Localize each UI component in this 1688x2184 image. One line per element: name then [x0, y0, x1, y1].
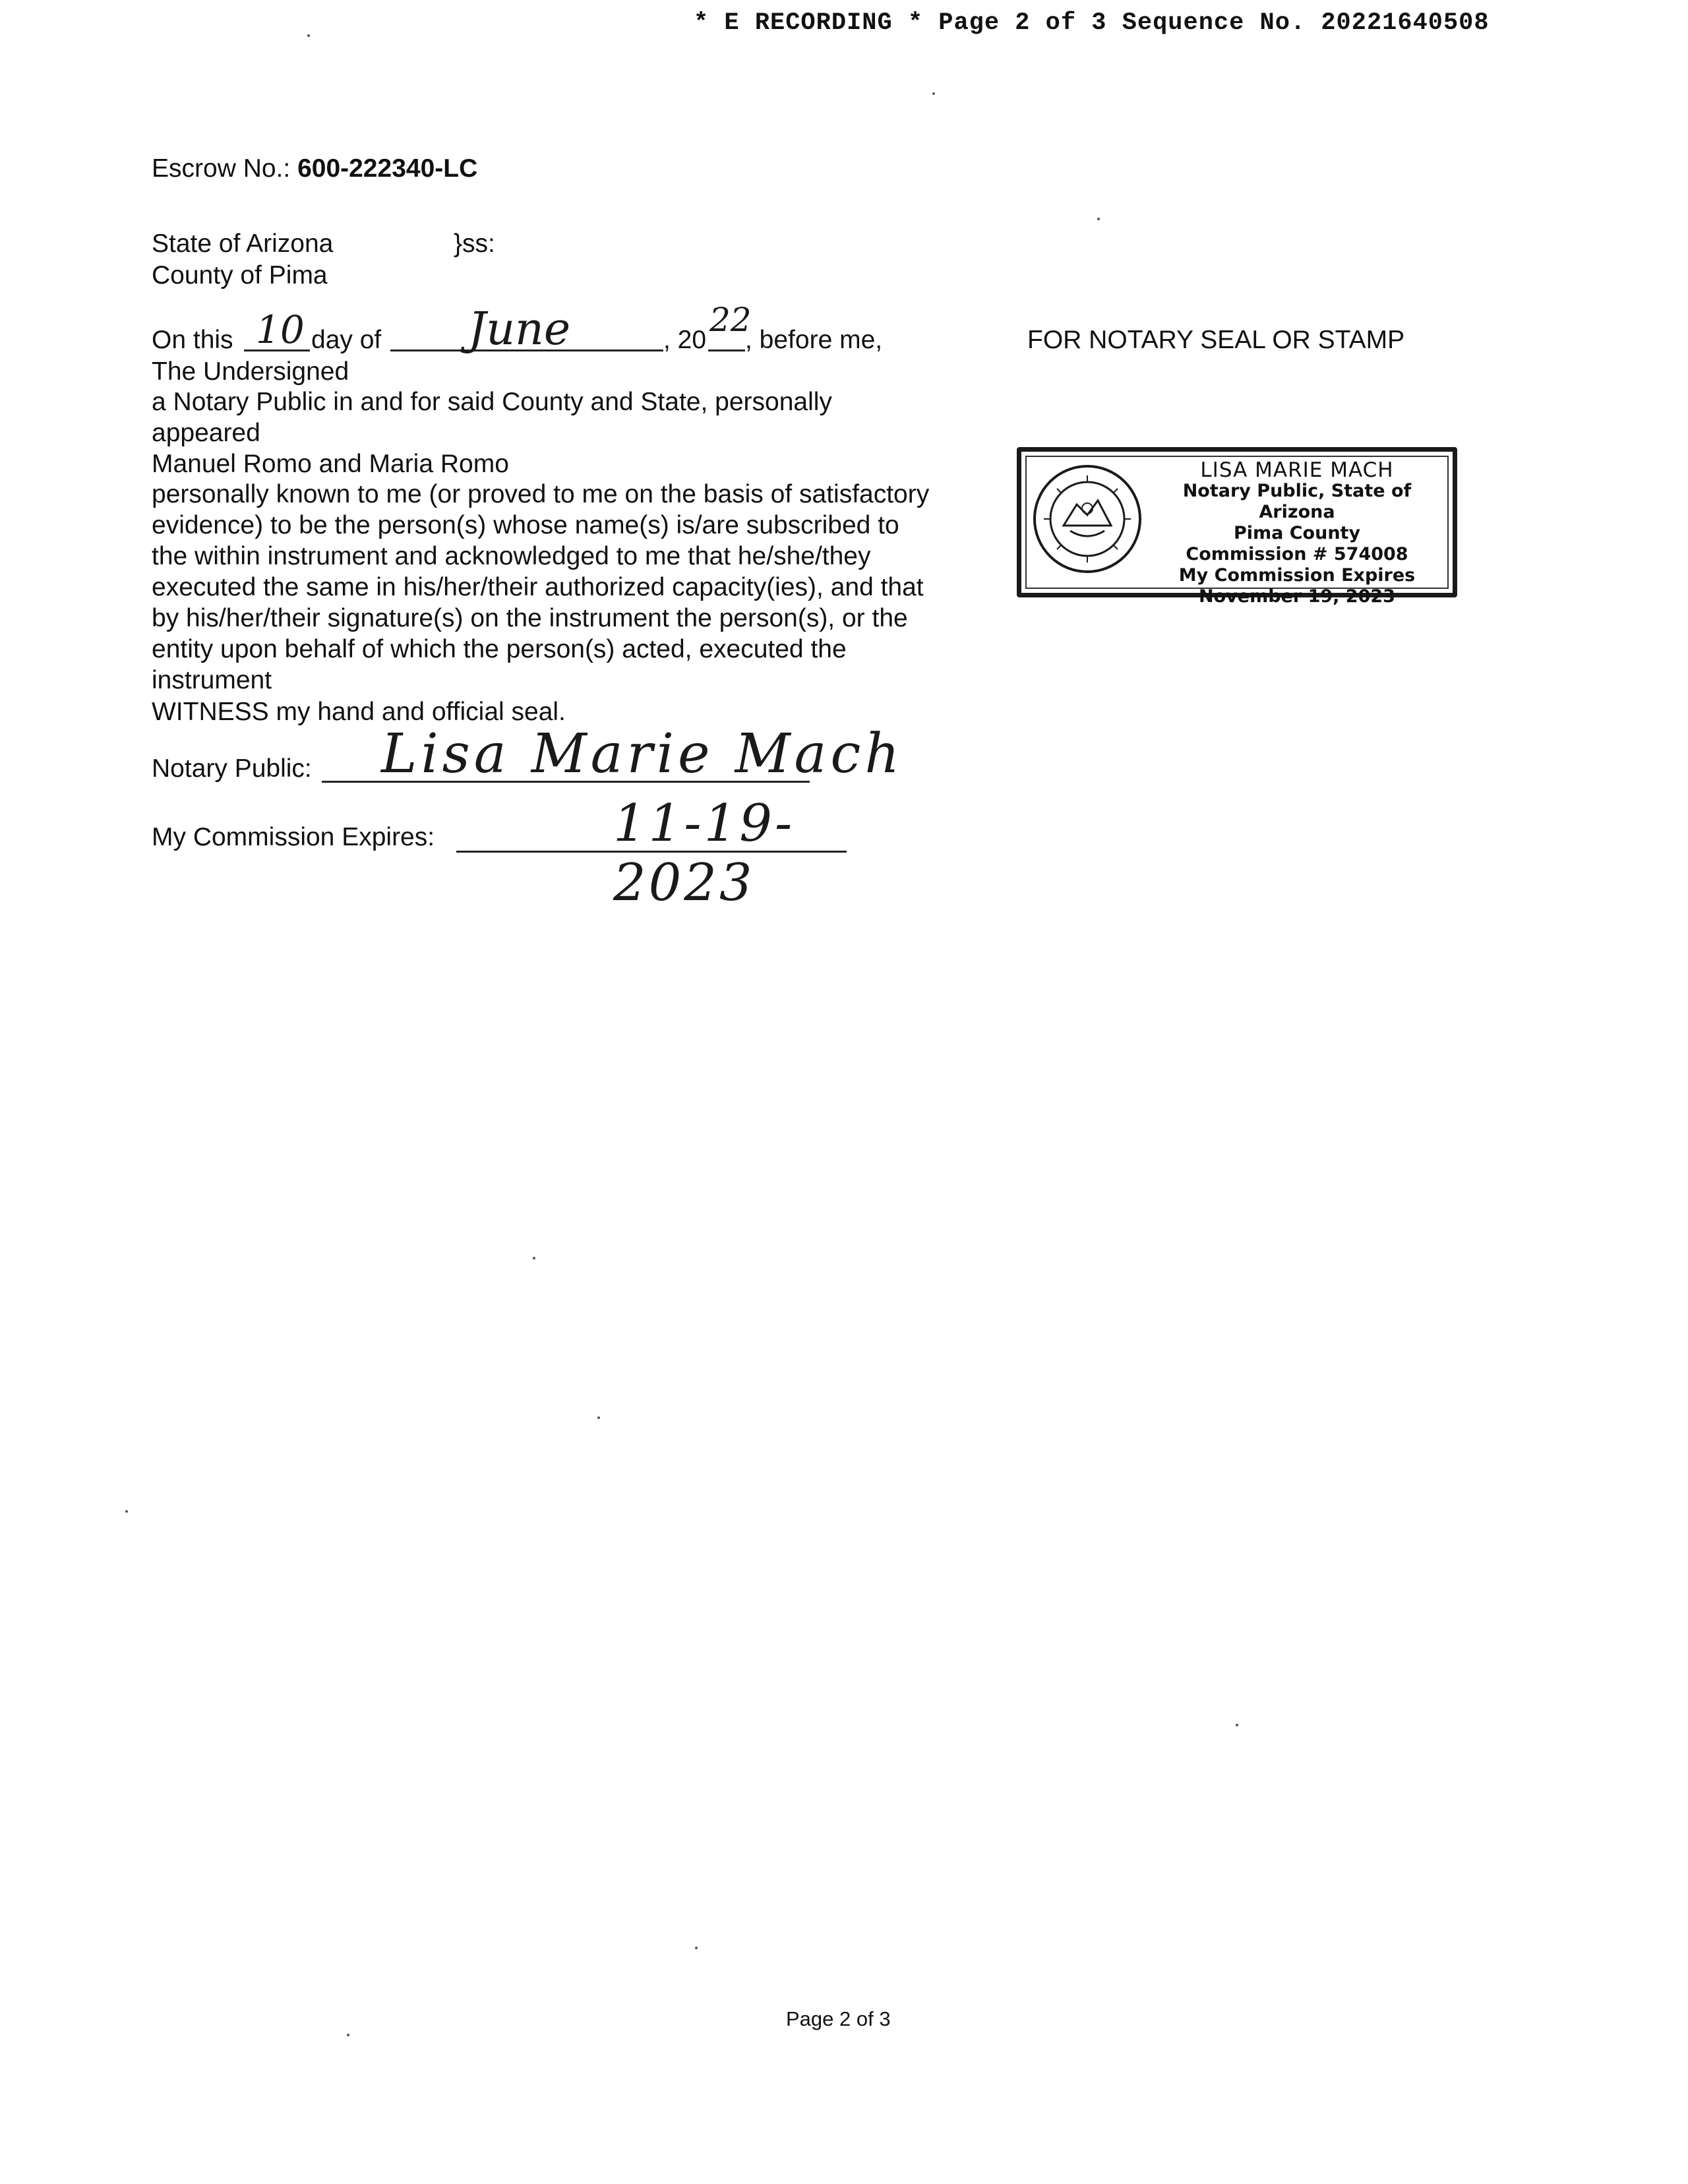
notary-stamp [1017, 447, 1457, 607]
expires-handwritten: 11-19-2023 [613, 794, 795, 913]
witness-line: WITNESS my hand and official seal. [152, 698, 566, 726]
escrow-label: Escrow No.: [152, 154, 291, 183]
scan-speck [533, 1257, 535, 1259]
escrow-number: 600-222340-LC [297, 154, 478, 183]
scan-speck [347, 2034, 349, 2036]
ss-mark: }ss: [454, 229, 495, 258]
signature-field [322, 719, 1021, 804]
month-field [390, 303, 663, 359]
scan-speck [695, 1947, 698, 1949]
day-of-label: day of [311, 326, 382, 354]
on-this-label: On this [152, 326, 233, 354]
scan-speck [1236, 1724, 1238, 1726]
scan-speck [307, 34, 310, 37]
stamp-line-2: Pima County [1233, 523, 1361, 543]
scan-speck [1097, 218, 1100, 220]
escrow-line [152, 153, 477, 184]
month-handwritten: June [468, 303, 571, 355]
state-line: State of Arizona [152, 229, 334, 258]
stamp-line-3: Commission # 574008 [1186, 544, 1408, 564]
stamp-notary-name: LISA MARIE MACH [1200, 458, 1394, 482]
day-field [244, 307, 310, 352]
year-handwritten: 22 [709, 301, 752, 339]
recording-header: * E RECORDING * Page 2 of 3 Sequence No. 20221640508 [694, 9, 1490, 37]
notary-appearance-line: a Notary Public in and for said County and State, personally appeared [152, 388, 832, 447]
stamp-line-1: Notary Public, State of Arizona [1182, 481, 1412, 522]
expires-field [456, 794, 931, 913]
before-me: , before me, [745, 326, 883, 354]
day-handwritten: 10 [256, 307, 305, 352]
scan-speck [932, 92, 935, 95]
stamp-line-4: My Commission Expires [1178, 565, 1416, 586]
notary-signature: Lisa Marie Mach [381, 723, 904, 785]
year-field [708, 301, 752, 353]
notary-public-label: Notary Public: [152, 754, 312, 783]
scan-speck [125, 1510, 128, 1513]
officer-name: The Undersigned [152, 357, 349, 386]
commission-expires-label: My Commission Expires: [152, 823, 435, 851]
acknowledgment-body: personally known to me (or proved to me on the basis of satisfactory evidence) to be the person(s) whose name(s) is/are subscribed to the within instrument and acknowledged to me that he/she/they executed the same in his/her/their authorized capacity(ies), and that by his/her/their signature(s) on the instrument the person(s), or the entity upon behalf of which the person(s) acted, executed the instrument [152, 480, 930, 694]
parties: Manuel Romo and Maria Romo [152, 450, 509, 478]
year-prefix: , 20 [663, 326, 707, 354]
stamp-text [1147, 460, 1447, 607]
page-footer: Page 2 of 3 [786, 2007, 891, 2030]
seal-area-label: FOR NOTARY SEAL OR STAMP [1027, 326, 1405, 354]
stamp-line-5: November 19, 2023 [1199, 586, 1395, 607]
county-line: County of Pima [152, 261, 328, 289]
scan-speck [597, 1416, 600, 1419]
arizona-seal-icon [1031, 462, 1144, 576]
